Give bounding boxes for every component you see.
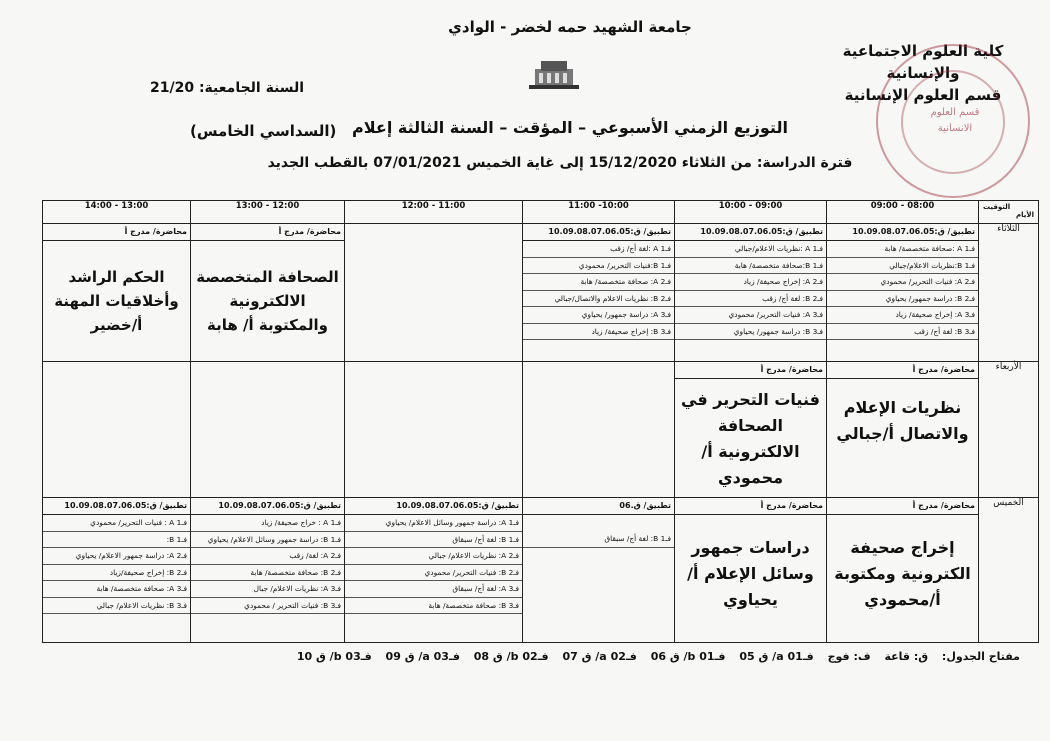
group-row: فـ3 A: دراسة جمهور/ يحياوي bbox=[523, 307, 674, 324]
cell-tue-s4 bbox=[345, 224, 523, 362]
group-row: فـ1 B: لغة أج/ سبقاق bbox=[345, 532, 522, 549]
group-row: فـ2 A: صحافة متخصصة/ هابة bbox=[523, 274, 674, 291]
cell-header: تطبيق/ ق:10.09.08.07.06.05 bbox=[827, 224, 978, 241]
group-row: فـ2 A: دراسة جمهور الاعلام/ يحياوي bbox=[43, 548, 190, 565]
group-row: فـ2 B: نظريات الاعلام والاتصال/جبالي bbox=[523, 291, 674, 308]
cell-tue-s6 bbox=[43, 224, 191, 362]
cell-tue-s2 bbox=[675, 224, 827, 362]
cell-header: محاضرة/ مدرج أ bbox=[191, 224, 344, 241]
group-row: فـ3 B: صحافة متخصصة/ هابة bbox=[345, 598, 522, 615]
lecture-text: دراسات جمهور وسائل الإعلام أ/يحياوي bbox=[687, 538, 814, 609]
group-row: فـ3 B: إخراج صحيفة/ زياد bbox=[523, 324, 674, 341]
cell-header: تطبيق/ ق:10.09.08.07.06.05 bbox=[675, 224, 826, 241]
study-period: فترة الدراسة: من الثلاثاء 15/12/2020 إلى غاية الخميس 07/01/2021 بالقطب الجديد bbox=[267, 155, 853, 171]
cell-header: تطبيق/ ق:10.09.08.07.06.05 bbox=[523, 224, 674, 241]
group-row: فـ3 A: إخراج صحيفة/ زياد bbox=[827, 307, 978, 324]
group-row: فـ2 A: لغة/ زقب bbox=[191, 548, 344, 565]
group-row: فـ3 B: لغة أج/ زقب bbox=[827, 324, 978, 341]
cell-thu-s2 bbox=[675, 498, 827, 643]
group-row: فـ1 A: دراسة جمهور وسائل الاعلام/ يحياوي bbox=[345, 515, 522, 532]
group-row: فـ1 B:فنيات التحرير/ محمودي bbox=[523, 258, 674, 275]
group-row: فـ3 B: دراسة جمهور/ يحياوي bbox=[675, 324, 826, 341]
group-row: فـ3 A: لغة أج/ سبقاق bbox=[345, 581, 522, 598]
day-row-tuesday bbox=[43, 224, 1039, 362]
group-row: فـ2 A: نظريات الاعلام/ جبالي bbox=[345, 548, 522, 565]
cell-thu-s3 bbox=[523, 498, 675, 643]
cell-thu-s1 bbox=[827, 498, 979, 643]
group-row: فـ2 A: إخراج صحيفة/ زياد bbox=[675, 274, 826, 291]
day-row-wednesday bbox=[43, 362, 1039, 498]
lecture-text: الحكم الراشد وأخلاقيات المهنة أ/خضير bbox=[54, 268, 179, 334]
key-item: فـ01 a/ ق 05 bbox=[739, 650, 814, 663]
stamp-text: قسم العلوم الانسانية bbox=[930, 107, 980, 134]
cell-header: محاضرة/ مدرج أ bbox=[827, 498, 978, 515]
key-label: مفتاح الجدول: bbox=[941, 650, 1020, 663]
semester-label: (السداسي الخامس) bbox=[190, 122, 337, 140]
corner-cell bbox=[979, 201, 1039, 224]
group-row: فـ2 A: فنيات التحرير/ محمودي bbox=[827, 274, 978, 291]
group-row: فـ2 B: صحافة متخصصة/ هابة bbox=[191, 565, 344, 582]
day-label: الثلاثاء bbox=[979, 224, 1039, 362]
day-label: الخميس bbox=[979, 498, 1039, 643]
university-name: جامعة الشهيد حمه لخضر - الوادي bbox=[448, 18, 692, 36]
key-item: فـ01 b/ ق 06 bbox=[650, 650, 726, 663]
cell-wed-s3 bbox=[523, 362, 675, 498]
slot-header-6: 13:00 - 14:00 bbox=[43, 201, 191, 224]
cell-header: محاضرة/ مدرج أ bbox=[827, 362, 978, 379]
cell-wed-s6 bbox=[43, 362, 191, 498]
lecture-text: الصحافة المتخصصة الالكترونية والمكتوبة أ/ هابة bbox=[196, 268, 339, 334]
group-row: فـ1 B:نظريات الاعلام/جبالي bbox=[827, 258, 978, 275]
day-row-thursday bbox=[43, 498, 1039, 643]
cell-header: محاضرة/ مدرج أ bbox=[675, 362, 826, 379]
department-name: قسم العلوم الإنسانية bbox=[844, 86, 1002, 104]
group-row: فـ3 B: نظريات الاعلام/ جبالي bbox=[43, 598, 190, 615]
schedule-key bbox=[110, 650, 1020, 663]
group-row: فـ2 B: دراسة جمهور/ يحياوي bbox=[827, 291, 978, 308]
schedule-title: التوزيع الزمني الأسبوعي – المؤقت – السنة الثالثة إعلام bbox=[352, 118, 788, 137]
cell-thu-s6 bbox=[43, 498, 191, 643]
key-item: ق: قاعة bbox=[884, 650, 929, 663]
slot-header-3: 10:00- 11:00 bbox=[523, 201, 675, 224]
timetable bbox=[42, 200, 1039, 643]
cell-thu-s4 bbox=[345, 498, 523, 643]
group-row: فـ1 B: bbox=[43, 532, 190, 549]
group-row: فـ1 B: دراسة جمهور وسائل الاعلام/ يحياوي bbox=[191, 532, 344, 549]
group-row: فـ2 B: لغة أج/ زقب bbox=[675, 291, 826, 308]
day-label: الأربعاء bbox=[979, 362, 1039, 498]
group-row: فـ1 B:صحافة متخصصة/ هابة bbox=[675, 258, 826, 275]
group-row: فـ1 A :لغة أج/ زقب bbox=[523, 241, 674, 258]
lecture-text: نظريات الإعلام والاتصال أ/جبالي bbox=[836, 398, 969, 443]
group-row: فـ3 A: فنيات التحرير/ محمودي bbox=[675, 307, 826, 324]
lecture-text: إخراج صحيفة الكترونية ومكتوبة أ/محمودي bbox=[834, 538, 971, 609]
slot-header-5: 12:00 - 13:00 bbox=[191, 201, 345, 224]
group-row: فـ3 B: فنيات التحرير / محمودي bbox=[191, 598, 344, 615]
slot-header-4: 11:00 - 12:00 bbox=[345, 201, 523, 224]
cell-wed-s4 bbox=[345, 362, 523, 498]
corner-days-label: الأيام bbox=[1016, 211, 1034, 219]
group-row: فـ3 A: نظريات الاعلام/ جبال bbox=[191, 581, 344, 598]
cell-header: تطبيق/ ق:10.09.08.07.06.05 bbox=[345, 498, 522, 515]
group-row: فـ1 A :نظريات الاعلام/جبالي bbox=[675, 241, 826, 258]
slot-header-2: 09:00 - 10:00 bbox=[675, 201, 827, 224]
cell-tue-s3 bbox=[523, 224, 675, 362]
group-row: فـ1 A : خراج صحيفة/ زياد bbox=[191, 515, 344, 532]
key-item: فـ02 a/ ق 07 bbox=[562, 650, 637, 663]
group-row: فـ1 B: لغة أج/ سبقاق bbox=[523, 531, 674, 548]
group-row: فـ1 A : فنيات التحرير/ محمودي bbox=[43, 515, 190, 532]
cell-header: تطبيق/ ق:10.09.08.07.06.05 bbox=[191, 498, 344, 515]
cell-tue-s1 bbox=[827, 224, 979, 362]
group-row: فـ2 B: فنيات التحرير/ محمودي bbox=[345, 565, 522, 582]
cell-header: تطبيق/ ق.06 bbox=[523, 498, 674, 515]
lecture-text: فنيات التحرير في الصحافة الالكترونية أ/محمودي bbox=[681, 390, 820, 487]
cell-wed-s1 bbox=[827, 362, 979, 498]
key-item: فـ03 b/ ق 10 bbox=[296, 650, 372, 663]
cell-tue-s5 bbox=[191, 224, 345, 362]
corner-time-label: التوقيت bbox=[983, 203, 1011, 211]
cell-thu-s5 bbox=[191, 498, 345, 643]
key-item: ف: فوج bbox=[827, 650, 871, 663]
group-row: فـ2 B: إخراج صحيفة/زياد bbox=[43, 565, 190, 582]
group-row: فـ1 A :صحافة متخصصة/ هابة bbox=[827, 241, 978, 258]
cell-wed-s5 bbox=[191, 362, 345, 498]
faculty-name: كلية العلوم الاجتماعية والإنسانية bbox=[842, 42, 1004, 82]
group-row: فـ3 A: صحافة متخصصة/ هابة bbox=[43, 581, 190, 598]
cell-header: محاضرة/ مدرج أ bbox=[43, 224, 190, 241]
key-item: فـ02 b/ ق 08 bbox=[473, 650, 549, 663]
key-item: فـ03 a/ ق 09 bbox=[385, 650, 460, 663]
cell-header: محاضرة/ مدرج أ bbox=[675, 498, 826, 515]
slot-header-1: 08:00 - 09:00 bbox=[827, 201, 979, 224]
cell-header: تطبيق/ ق:10.09.08.07.06.05 bbox=[43, 498, 190, 515]
cell-wed-s2 bbox=[675, 362, 827, 498]
university-logo-icon bbox=[525, 55, 583, 93]
academic-year: السنة الجامعية: 21/20 bbox=[150, 80, 305, 96]
